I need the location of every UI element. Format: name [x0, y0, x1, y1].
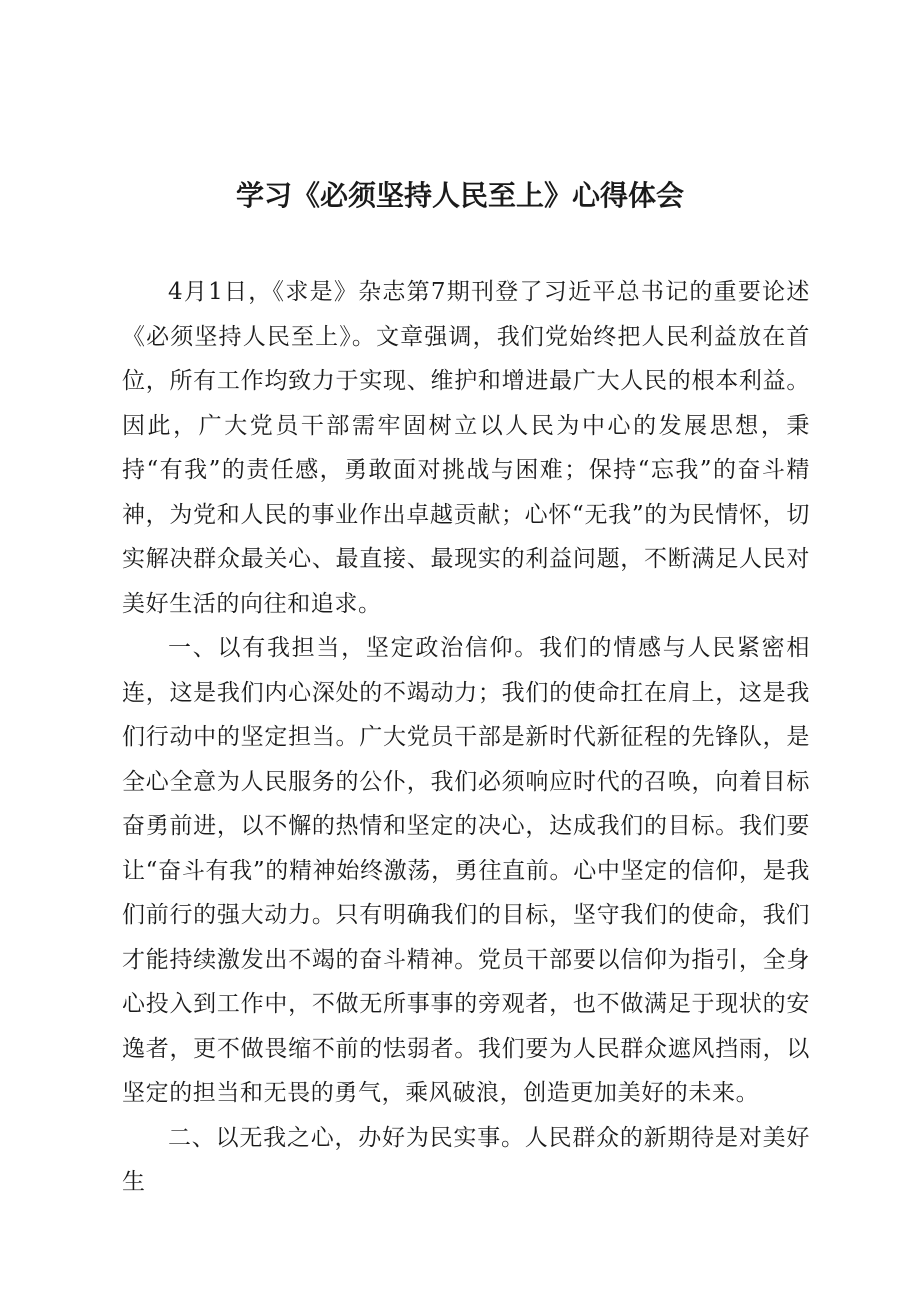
document-body — [122, 270, 810, 1205]
paragraph-intro: 4月1日，《求是》杂志第7期刊登了习近平总书记的重要论述《必须坚持人民至上》。文章强调，我们党始终把人民利益放在首位，所有工作均致力于实现、维护和增进最广大人民的根本利益。因此，广大党员干部需牢固树立以人民为中心的发展思想，秉持“有我”的责任感，勇敢面对挑战与困难；保持“忘我”的奋斗精神，为党和人民的事业作出卓越贡献；心怀“无我”的为民情怀，切实解决群众最关心、最直接、最现实的利益问题，不断满足人民对美好生活的向往和追求。 — [122, 279, 810, 617]
paragraph-section-one: 一、以有我担当，坚定政治信仰。我们的情感与人民紧密相连，这是我们内心深处的不竭动力；我们的使命扛在肩上，这是我们行动中的坚定担当。广大党员干部是新时代新征程的先锋队，是全心全意为人民服务的公仆，我们必须响应时代的召唤，向着目标奋勇前进，以不懈的热情和坚定的决心，达成我们的目标。我们要让“奋斗有我”的精神始终激荡，勇往直前。心中坚定的信仰，是我们前行的强大动力。只有明确我们的目标，坚守我们的使命，我们才能持续激发出不竭的奋斗精神。党员干部要以信仰为指引，全身心投入到工作中，不做无所事事的旁观者，也不做满足于现状的安逸者，更不做畏缩不前的怯弱者。我们要为人民群众遮风挡雨，以坚定的担当和无畏的勇气，乘风破浪，创造更加美好的未来。 — [122, 635, 810, 1106]
paragraph-section-two: 二、以无我之心，办好为民实事。人民群众的新期待是对美好生 — [122, 1124, 810, 1195]
document-title: 学习《必须坚持人民至上》心得体会 — [235, 179, 684, 212]
